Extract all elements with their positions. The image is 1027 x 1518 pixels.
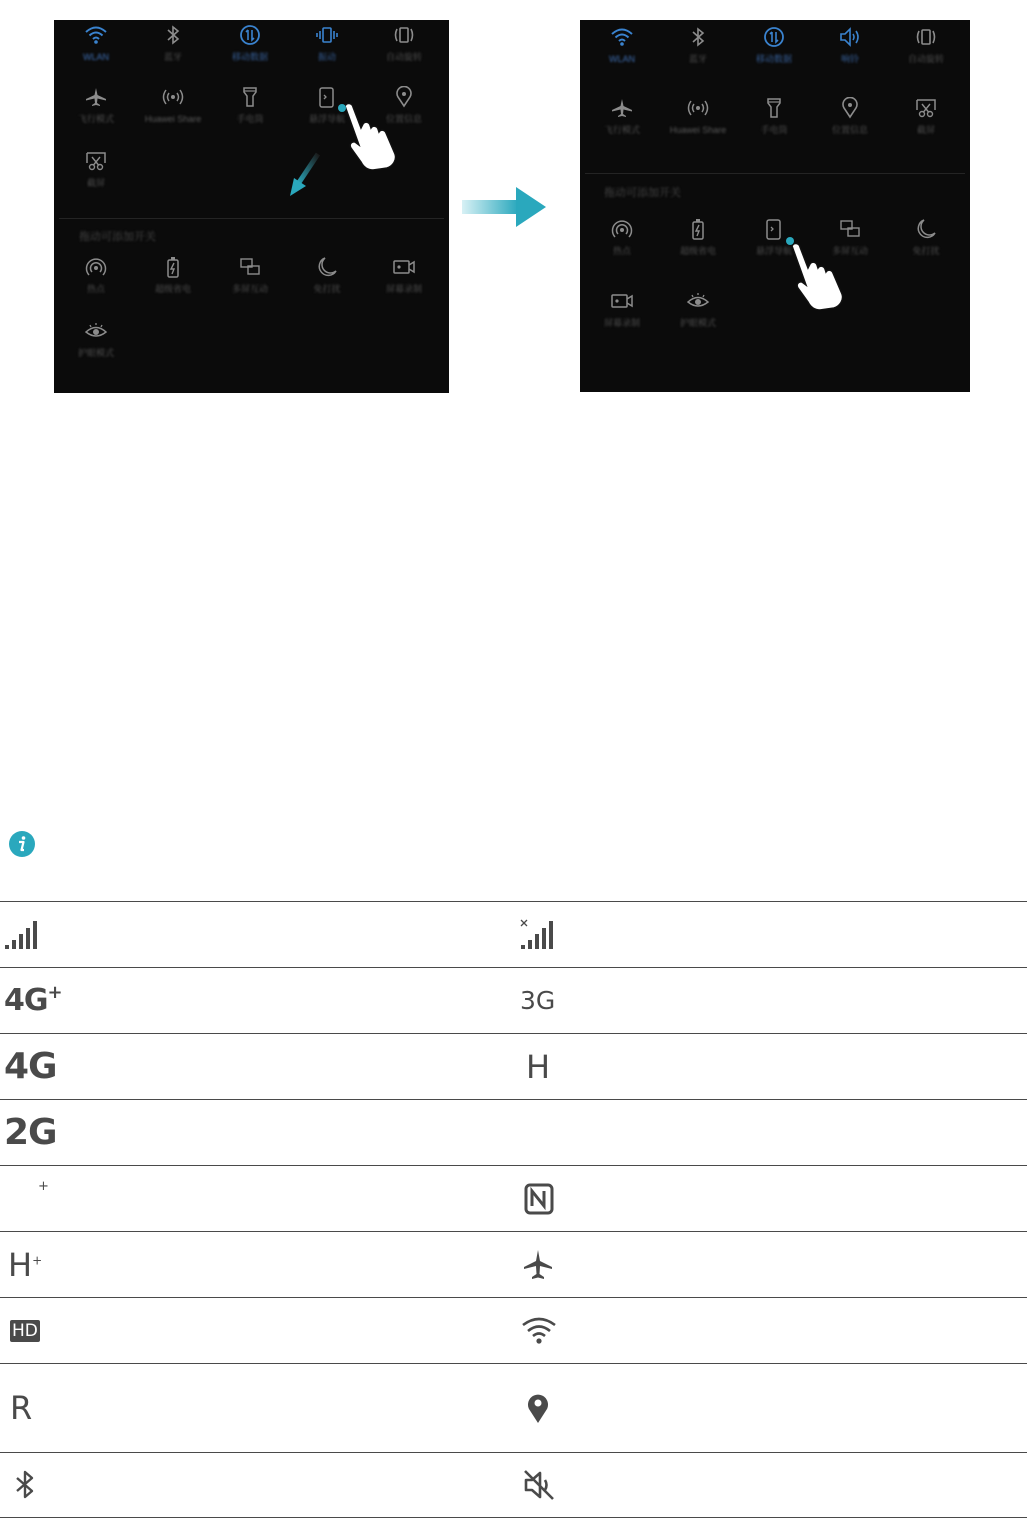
tile-label: 屏幕录制: [385, 284, 422, 294]
tile-sound[interactable]: [815, 26, 885, 64]
tile-bluetooth[interactable]: [138, 24, 208, 62]
table-row: [0, 1099, 1027, 1165]
tile-mobile-data[interactable]: [739, 26, 809, 64]
table-cell: [8, 1453, 42, 1517]
plus-superscript: +: [47, 981, 62, 1003]
tile-auto-rotate[interactable]: [369, 24, 439, 62]
vibrate-icon: [315, 24, 339, 46]
table-row: [0, 1165, 1027, 1231]
tile-label: 自动旋转: [385, 52, 422, 62]
plus-icon: +: [38, 1179, 49, 1194]
tap-point-icon: [338, 104, 346, 112]
tile-label: 多屏互动: [831, 246, 868, 256]
hand-pointer-icon: [337, 100, 399, 170]
tile-label: 热点: [86, 284, 105, 294]
table-cell: [520, 1298, 558, 1363]
table-cell: [520, 902, 556, 967]
mobile-data-icon: [238, 24, 262, 46]
tile-hotspot[interactable]: [587, 218, 657, 256]
silent-mode-icon: [520, 1468, 558, 1502]
table-cell: [520, 968, 555, 1033]
tile-label: 移动数据: [231, 52, 268, 62]
table-row: [0, 1452, 1027, 1518]
drag-arrow-icon: [284, 152, 324, 200]
tile-screenshot[interactable]: [891, 97, 961, 135]
flow-arrow-icon: [462, 184, 548, 230]
roaming-icon: R: [10, 1389, 33, 1427]
tile-location[interactable]: [815, 97, 885, 135]
gps-icon: [520, 1391, 556, 1425]
nfc-icon: [520, 1182, 556, 1216]
tile-do-not-disturb[interactable]: [891, 218, 961, 256]
tile-label: 蓝牙: [688, 54, 707, 64]
table-cell: [520, 1453, 558, 1517]
tile-label: WLAN: [608, 54, 635, 64]
power-saving-icon: [686, 218, 710, 240]
tile-label: 飞行模式: [603, 125, 640, 135]
table-cell: [4, 1232, 42, 1297]
bluetooth-icon: [161, 24, 185, 46]
tile-vibrate[interactable]: [292, 24, 362, 62]
tile-flashlight[interactable]: [215, 86, 285, 124]
table-cell: [4, 1100, 57, 1165]
tile-mobile-data[interactable]: [215, 24, 285, 62]
tile-label: 屏幕录制: [603, 318, 640, 328]
tile-label: 飞行模式: [77, 114, 114, 124]
quick-settings-panel-after: [580, 20, 970, 392]
tile-label: 悬浮导航: [308, 114, 345, 124]
bluetooth-on-icon: [8, 1468, 42, 1502]
tile-huawei-share[interactable]: [138, 86, 208, 124]
table-row: [0, 1033, 1027, 1099]
screenshot-icon: [914, 97, 938, 119]
4g-plus-icon: [4, 981, 62, 1018]
power-saving-icon: [161, 256, 185, 278]
multi-screen-icon: [238, 256, 262, 278]
tile-label: 截屏: [916, 125, 935, 135]
table-cell: [520, 1166, 556, 1231]
tile-do-not-disturb[interactable]: [292, 256, 362, 294]
tile-multi-screen[interactable]: [215, 256, 285, 294]
hspa-icon: H: [526, 1047, 551, 1086]
sound-icon: [838, 26, 862, 48]
tile-label: WLAN: [82, 52, 109, 62]
tile-label: 超级省电: [679, 246, 716, 256]
divider: [585, 173, 965, 174]
tile-label: Huawei Share: [144, 114, 202, 124]
table-cell: [4, 1166, 49, 1231]
tile-label: 悬浮导航: [755, 246, 792, 256]
tile-wlan[interactable]: [587, 26, 657, 64]
2g-icon: 2G: [4, 1111, 57, 1153]
huawei-share-icon: [686, 97, 710, 119]
hspa-plus-icon: [4, 1245, 43, 1284]
tile-screen-record[interactable]: [369, 256, 439, 294]
location-icon: [838, 97, 862, 119]
table-row: [0, 1231, 1027, 1297]
table-cell: [4, 902, 40, 967]
tile-label: 振动: [317, 52, 336, 62]
tile-wlan[interactable]: [61, 24, 131, 62]
tile-flashlight[interactable]: [739, 97, 809, 135]
tile-label: 超级省电: [154, 284, 191, 294]
table-cell: [520, 1364, 556, 1452]
table-cell: [4, 968, 62, 1033]
tile-label: 蓝牙: [163, 52, 182, 62]
tile-label: 截屏: [86, 178, 105, 188]
auto-rotate-icon: [914, 26, 938, 48]
tile-power-saving[interactable]: [663, 218, 733, 256]
tile-label: 热点: [612, 246, 631, 256]
huawei-share-icon: [161, 86, 185, 108]
tile-label: 免打扰: [313, 284, 341, 294]
bluetooth-icon: [686, 26, 710, 48]
hd-voice-icon: HD: [12, 1320, 38, 1341]
table-cell: [4, 1034, 57, 1099]
signal-strength-icon: [4, 919, 40, 951]
tile-label: 多屏互动: [231, 284, 268, 294]
airplane-mode-icon: [520, 1248, 556, 1282]
tile-label: 响铃: [840, 54, 859, 64]
divider: [59, 218, 444, 219]
hotspot-icon: [610, 218, 634, 240]
table-row: [0, 901, 1027, 967]
tile-screen-record[interactable]: [587, 290, 657, 328]
airplane-icon: [84, 86, 108, 108]
tile-eye-comfort[interactable]: [663, 290, 733, 328]
tap-point-icon: [786, 237, 794, 245]
info-icon: [8, 830, 36, 858]
hotspot-icon: [84, 256, 108, 278]
eye-comfort-icon: [686, 290, 710, 312]
table-cell: [10, 1298, 40, 1363]
floating-dock-icon: [762, 218, 786, 240]
table-cell: [520, 1034, 550, 1099]
3g-icon: 3G: [520, 986, 556, 1015]
flashlight-icon: [238, 86, 262, 108]
tile-label: 自动旋转: [907, 54, 944, 64]
flashlight-icon: [762, 97, 786, 119]
multi-screen-icon: [838, 218, 862, 240]
hand-pointer-icon: [784, 240, 846, 310]
auto-rotate-icon: [392, 24, 416, 46]
mobile-data-icon: [762, 26, 786, 48]
airplane-icon: [610, 97, 634, 119]
tile-power-saving[interactable]: [138, 256, 208, 294]
screenshot-icon: [84, 150, 108, 172]
section-title: 拖动可添加开关: [604, 187, 681, 199]
tile-auto-rotate[interactable]: [891, 26, 961, 64]
tile-airplane[interactable]: [61, 86, 131, 124]
no-signal-icon: [520, 919, 556, 951]
do-not-disturb-icon: [914, 218, 938, 240]
tile-airplane[interactable]: [587, 97, 657, 135]
tile-eye-comfort[interactable]: [61, 320, 131, 358]
table-cell: [520, 1232, 556, 1297]
table-row: [0, 1363, 1027, 1452]
screen-record-icon: [392, 256, 416, 278]
4g-plus-text: 4G: [4, 982, 48, 1018]
status-icon-table: [0, 901, 1027, 1518]
floating-dock-icon: [315, 86, 339, 108]
tile-label: 护眼模式: [679, 318, 716, 328]
wifi-connected-icon: [520, 1316, 558, 1346]
plus-superscript: +: [32, 1252, 43, 1267]
tile-bluetooth[interactable]: [663, 26, 733, 64]
tile-huawei-share[interactable]: [663, 97, 733, 135]
tile-label: 手电筒: [760, 125, 788, 135]
screen-record-icon: [610, 290, 634, 312]
table-cell: [10, 1364, 32, 1452]
eye-comfort-icon: [84, 320, 108, 342]
do-not-disturb-icon: [315, 256, 339, 278]
hspa-plus-text: H: [8, 1245, 33, 1284]
tile-label: Huawei Share: [669, 125, 727, 135]
4g-icon: 4G: [4, 1045, 57, 1087]
tile-screenshot[interactable]: [61, 150, 131, 188]
tile-label: 移动数据: [755, 54, 792, 64]
tile-hotspot[interactable]: [61, 256, 131, 294]
tile-label: 位置信息: [385, 114, 422, 124]
table-row: [0, 967, 1027, 1033]
tile-label: 位置信息: [831, 125, 868, 135]
section-title: 拖动可添加开关: [79, 231, 156, 243]
tile-label: 手电筒: [236, 114, 264, 124]
tile-label: 免打扰: [912, 246, 940, 256]
wifi-icon: [610, 26, 634, 48]
quick-settings-panel-before: [54, 20, 449, 393]
table-row: [0, 1297, 1027, 1363]
wifi-icon: [84, 24, 108, 46]
tile-label: 护眼模式: [77, 348, 114, 358]
